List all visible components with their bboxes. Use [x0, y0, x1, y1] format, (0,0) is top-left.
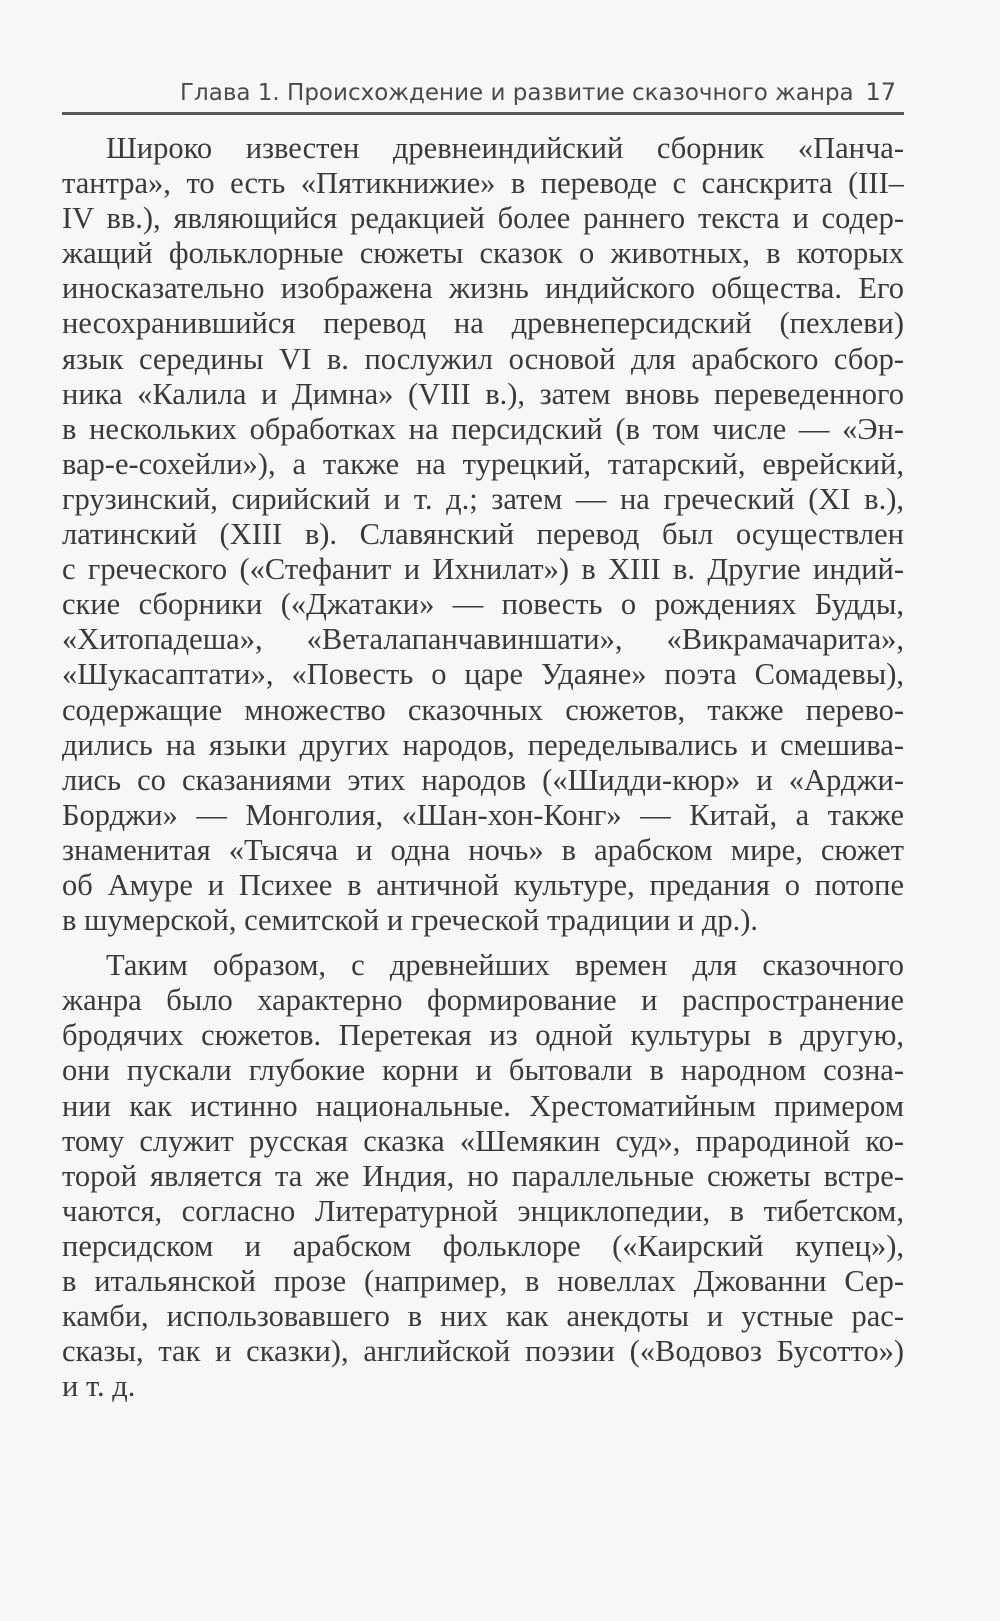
text-line: содержащие множество сказочных сюжетов, также перево- [62, 692, 904, 727]
text-line: торой является та же Индия, но параллельные сюжеты встре- [62, 1158, 904, 1193]
running-header [62, 78, 904, 115]
text-line: латинский (XIII в). Славянский перевод был осуществлен [62, 517, 904, 552]
page-number: 17 [865, 78, 896, 106]
text-line: и т. д. [62, 1369, 136, 1404]
paragraph-spacer [62, 938, 904, 948]
text-line: Борджи» — Монголия, «Шан-хон-Конг» — Китай, а также [62, 797, 904, 832]
text-line: жанра было характерно формирование и распространение [62, 983, 904, 1018]
text-line: тому служит русская сказка «Шемякин суд», прародиной ко- [62, 1123, 904, 1158]
text-line: вар-е-сохейли»), а также на турецкий, татарский, еврейский, [62, 446, 904, 481]
paragraph [62, 131, 904, 938]
chapter-title: Глава 1. Происхождение и развитие сказочного жанра [180, 80, 854, 106]
text-line: жащий фольклорные сюжеты сказок о животных, в которых [62, 236, 904, 271]
text-line: в итальянской прозе (например, в новеллах Джованни Сер- [62, 1264, 904, 1298]
text-line: Широко известен древнеиндийский сборник «Панча- [106, 131, 904, 165]
text-line: в нескольких обработках на персидский (в том числе — «Эн- [62, 411, 904, 446]
text-line: иносказательно изображена жизнь индийского общества. Его [62, 271, 904, 306]
text-line: персидском и арабском фольклоре («Каирский купец»), [62, 1228, 904, 1263]
text-line: камби, использовавшего в них как анекдоты и устные рас- [62, 1299, 904, 1334]
text-line: ские сборники («Джатаки» — повесть о рождениях Будды, [62, 587, 904, 622]
text-line: тантра», то есть «Пятикнижие» в переводе с санскрита (III– [62, 166, 904, 201]
text-line: IV вв.), являющийся редакцией более раннего текста и содер- [62, 201, 904, 236]
text-line: с греческого («Стефанит и Ихнилат») в XIII в. Другие индий- [62, 552, 904, 587]
text-line: Таким образом, с древнейших времен для сказочного [106, 948, 904, 983]
text-line: дились на языки других народов, переделывались и смешива- [62, 727, 904, 762]
text-line: несохранившийся перевод на древнеперсидский (пехлеви) [62, 306, 904, 341]
text-line: сказы, так и сказки), английской поэзии («Водовоз Бусотто») [62, 1334, 904, 1369]
text-line: лись со сказаниями этих народов («Шидди-кюр» и «Арджи- [62, 762, 904, 797]
text-line: нии как истинно национальные. Хрестоматийным примером [62, 1088, 904, 1123]
text-line: грузинский, сирийский и т. д.; затем — на греческий (XI в.), [62, 481, 904, 516]
text-line: в шумерской, семитской и греческой традиции и др.). [62, 903, 759, 938]
book-page [62, 78, 904, 1404]
text-line: «Шукасаптати», «Повесть о царе Удаяне» поэта Сомадевы), [62, 657, 904, 692]
text-line: они пускали глубокие корни и бытовали в народном созна- [62, 1053, 904, 1088]
text-line: язык середины VI в. послужил основой для арабского сбор- [62, 341, 904, 376]
text-line: знаменитая «Тысяча и одна ночь» в арабском мире, сюжет [62, 832, 904, 867]
text-line: бродячих сюжетов. Перетекая из одной культуры в другую, [62, 1018, 904, 1053]
text-line: об Амуре и Психее в античной культуре, предания о потопе [62, 867, 904, 902]
text-line: «Хитопадеша», «Веталапанчавиншати», «Викрамачарита», [62, 622, 904, 657]
body-text [62, 131, 904, 1404]
text-line: чаются, согласно Литературной энциклопедии, в тибетском, [62, 1193, 904, 1228]
text-line: ника «Калила и Димна» (VIII в.), затем вновь переведенного [62, 376, 904, 411]
paragraph [62, 948, 904, 1404]
